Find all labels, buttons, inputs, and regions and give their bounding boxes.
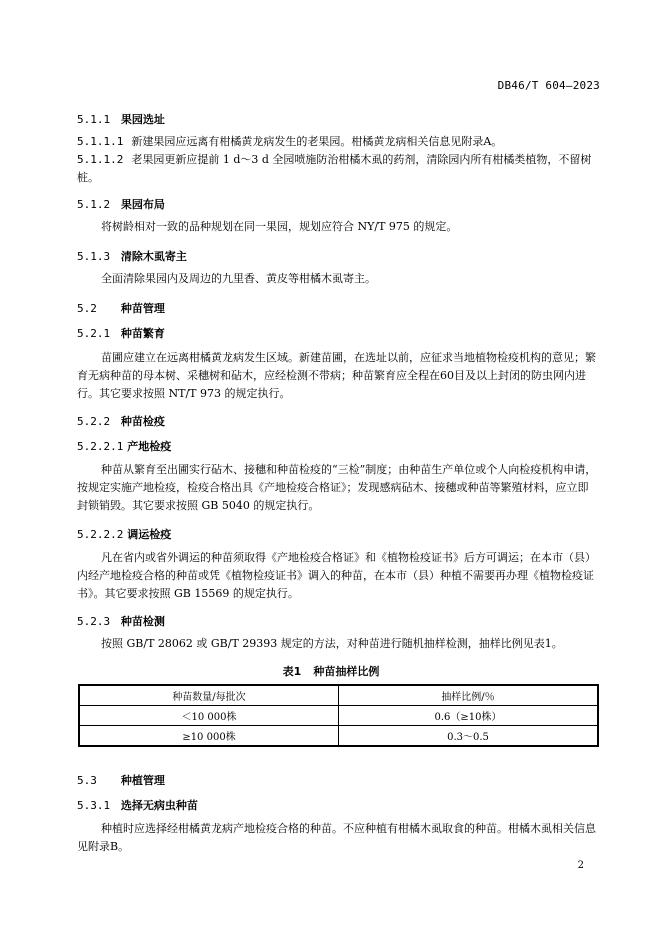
heading-number: 5.2.2	[77, 415, 111, 428]
heading-5-2-2-2	[77, 526, 171, 542]
heading-5-2-3	[77, 613, 165, 629]
heading-title: 种苗检测	[120, 615, 165, 628]
paragraph-5-2-3: 按照 GB/T 28062 或 GB/T 29393 规定的方法，对种苗进行随机抽样检测，抽样比例见表1。	[101, 637, 563, 650]
heading-number: 5.2.2.2	[77, 528, 124, 541]
table-row	[79, 726, 598, 747]
heading-number: 5.2.1	[77, 327, 111, 340]
clause-number: 5.1.1.2	[77, 153, 124, 166]
page-number: 2	[577, 860, 584, 871]
heading-number: 5.3	[77, 774, 97, 787]
heading-title: 调运检疫	[127, 528, 172, 541]
table-header-cell: 种苗数量/每批次	[79, 685, 339, 706]
heading-title: 种苗检疫	[120, 415, 165, 428]
clause-5-1-1-2	[77, 151, 599, 187]
sampling-ratio-table	[78, 684, 599, 747]
heading-title: 选择无病虫种苗	[120, 799, 198, 812]
table-title: 种苗抽样比例	[313, 665, 380, 678]
heading-number: 5.2	[77, 302, 97, 315]
heading-5-2	[77, 300, 165, 316]
clause-text: 老果园更新应提前 1 d～3 d 全园喷施防治柑橘木虱的药剂，清除园内所有柑橘类植物，不留树桩。	[77, 153, 592, 184]
heading-5-3-1	[77, 797, 198, 813]
table-caption	[0, 663, 662, 679]
table-cell: 0.3～0.5	[339, 726, 599, 747]
paragraph-5-2-2-1: 种苗从繁育至出圃实行砧木、接穗和种苗检疫的“三检”制度；由种苗生产单位或个人向检疫机构申请，按规定实施产地检疫，检疫合格出具《产地检疫合格证》；发现感病砧木、接穗或种苗等繁殖材料，应立即封锁销毁。其它要求按照 GB 5040 的规定执行。	[77, 463, 597, 512]
heading-5-2-1	[77, 325, 165, 341]
table-header-cell: 抽样比例/％	[339, 685, 599, 706]
heading-title: 种植管理	[120, 774, 165, 787]
heading-number: 5.1.3	[77, 250, 111, 263]
clause-number: 5.1.1.1	[77, 135, 124, 148]
paragraph-5-2-2-2: 凡在省内或省外调运的种苗须取得《产地检疫合格证》和《植物检疫证书》后方可调运；在本市（县）内经产地检疫合格的种苗或凭《植物检疫证书》调入的种苗，在本市（县）种植不需要再办理《植物检疫证书》。其它要求按照 GB 15569 的规定执行。	[77, 551, 596, 600]
paragraph-5-1-2: 将树龄相对一致的品种规划在同一果园，规划应符合 NY/T 975 的规定。	[101, 220, 458, 233]
heading-5-3	[77, 772, 165, 788]
heading-number: 5.1.2	[77, 198, 111, 211]
table-label: 表1	[282, 665, 302, 678]
heading-5-2-2-1	[77, 438, 171, 454]
heading-title: 种苗管理	[120, 302, 165, 315]
standard-code: DB46/T 604—2023	[497, 79, 600, 92]
heading-title: 种苗繁育	[120, 327, 165, 340]
heading-5-2-2	[77, 413, 165, 429]
heading-number: 5.3.1	[77, 799, 111, 812]
paragraph-5-1-3: 全面清除果园内及周边的九里香、黄皮等柑橘木虱寄主。	[101, 272, 376, 285]
paragraph-5-3-1: 种植时应选择经柑橘黄龙病产地检疫合格的种苗。不应种植有柑橘木虱取食的种苗。柑橘木虱相关信息见附录B。	[77, 822, 596, 853]
paragraph-5-2-1: 苗圃应建立在远离柑橘黄龙病发生区域。新建苗圃，在选址以前，应征求当地植物检疫机构的意见；繁育无病种苗的母本树、采穗树和砧木，应经检测不带病；种苗繁育应全程在60目及以上封闭的防虫网内进行。其它要求按照 NT/T 973 的规定执行。	[77, 351, 596, 400]
heading-number: 5.2.2.1	[77, 440, 124, 453]
heading-5-1-3	[77, 248, 187, 264]
heading-number: 5.1.1	[77, 113, 111, 126]
heading-title: 果园布局	[120, 198, 165, 211]
heading-5-1-2	[77, 196, 165, 212]
heading-title: 果园选址	[120, 113, 165, 126]
table-cell: ＜10 000株	[79, 706, 339, 726]
table-cell: ≥10 000株	[79, 726, 339, 747]
table-row	[79, 706, 598, 726]
table-cell: 0.6（≥10株）	[339, 706, 599, 726]
heading-5-1-1	[77, 111, 165, 127]
clause-text: 新建果园应远离有柑橘黄龙病发生的老果园。柑橘黄龙病相关信息见附录A。	[131, 135, 503, 148]
heading-title: 清除木虱寄主	[120, 250, 187, 263]
heading-title: 产地检疫	[127, 440, 172, 453]
heading-number: 5.2.3	[77, 615, 111, 628]
table-header-row	[79, 685, 598, 706]
clause-5-1-1-1	[77, 133, 599, 151]
